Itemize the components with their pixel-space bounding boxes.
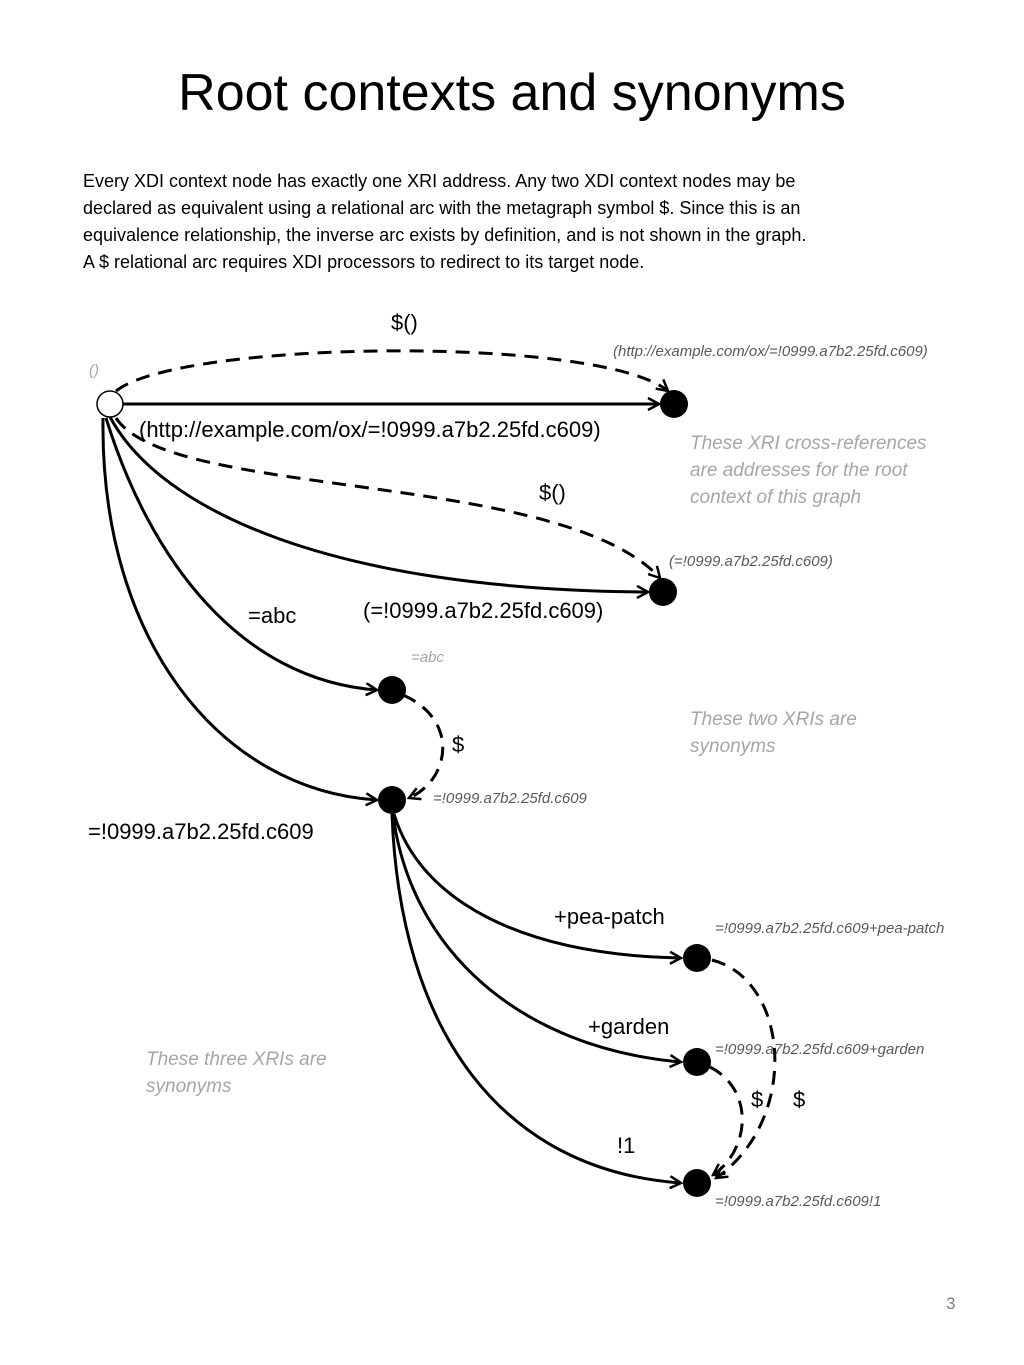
note-line: These three XRIs are <box>146 1049 327 1070</box>
note-line: These XRI cross-references <box>690 433 927 454</box>
arc-label-dollar-synonym: $ <box>452 732 465 757</box>
node-label-root: () <box>89 362 99 379</box>
arc-label-one: !1 <box>617 1133 636 1158</box>
arc-one <box>392 814 681 1183</box>
arc-label-paren-inumber: (=!0999.a7b2.25fd.c609) <box>363 598 604 623</box>
node-label-garden: =!0999.a7b2.25fd.c609+garden <box>715 1041 925 1058</box>
note-line: These two XRIs are <box>690 709 857 730</box>
arc-label-pea-patch: +pea-patch <box>554 904 665 929</box>
note-two-synonyms <box>690 706 857 760</box>
arc-label-http: (http://example.com/ox/=!0999.a7b2.25fd.c609) <box>139 417 601 442</box>
pea-patch-node <box>683 944 711 972</box>
node-label-abc: =abc <box>411 649 444 666</box>
node-label-one: =!0999.a7b2.25fd.c609!1 <box>715 1193 882 1210</box>
note-line: synonyms <box>146 1076 232 1097</box>
dollar-arc-pea-patch <box>712 960 775 1178</box>
node-label-http: (http://example.com/ox/=!0999.a7b2.25fd.c609) <box>613 343 928 360</box>
intro-line: A $ relational arc requires XDI processors to redirect to its target node. <box>83 252 645 272</box>
node-label-pea-patch: =!0999.a7b2.25fd.c609+pea-patch <box>715 920 945 937</box>
dollar-arc-top <box>116 351 668 391</box>
one-node <box>683 1169 711 1197</box>
dollar-arc-mid <box>116 418 660 578</box>
arc-paren-inumber <box>110 417 648 592</box>
note-line: synonyms <box>690 736 776 757</box>
arc-label-dollar-garden: $ <box>751 1087 764 1112</box>
arc-pea-patch <box>394 814 681 958</box>
page-title: Root contexts and synonyms <box>178 64 846 122</box>
intro-line: equivalence relationship, the inverse arc exists by definition, and is not shown in the graph. <box>83 225 807 245</box>
paren-inumber-node <box>649 578 677 606</box>
arc-label-inumber: =!0999.a7b2.25fd.c609 <box>88 819 314 844</box>
garden-node <box>683 1048 711 1076</box>
intro-line: declared as equivalent using a relational arc with the metagraph symbol $. Since this is an <box>83 198 801 218</box>
note-three-synonyms <box>146 1046 327 1100</box>
arc-label-abc: =abc <box>248 603 297 628</box>
note-cross-references <box>690 430 927 511</box>
arc-label-dollar-paren-top: $() <box>391 310 418 335</box>
page-number: 3 <box>946 1294 956 1313</box>
node-label-inumber: =!0999.a7b2.25fd.c609 <box>433 790 587 807</box>
abc-node <box>378 676 406 704</box>
note-line: context of this graph <box>690 487 862 508</box>
arc-abc <box>106 418 377 690</box>
note-line: are addresses for the root <box>690 460 908 481</box>
arc-label-dollar-paren-mid: $() <box>539 480 566 505</box>
root-node <box>97 391 123 417</box>
arc-label-garden: +garden <box>588 1014 670 1039</box>
inumber-node <box>378 786 406 814</box>
arc-label-dollar-pea-patch: $ <box>793 1087 806 1112</box>
intro-line: Every XDI context node has exactly one XRI address. Any two XDI context nodes may be <box>83 171 796 191</box>
http-node <box>660 390 688 418</box>
arc-inumber <box>103 418 377 800</box>
node-label-paren-inumber: (=!0999.a7b2.25fd.c609) <box>669 553 833 570</box>
dollar-arc-synonym <box>403 695 443 798</box>
